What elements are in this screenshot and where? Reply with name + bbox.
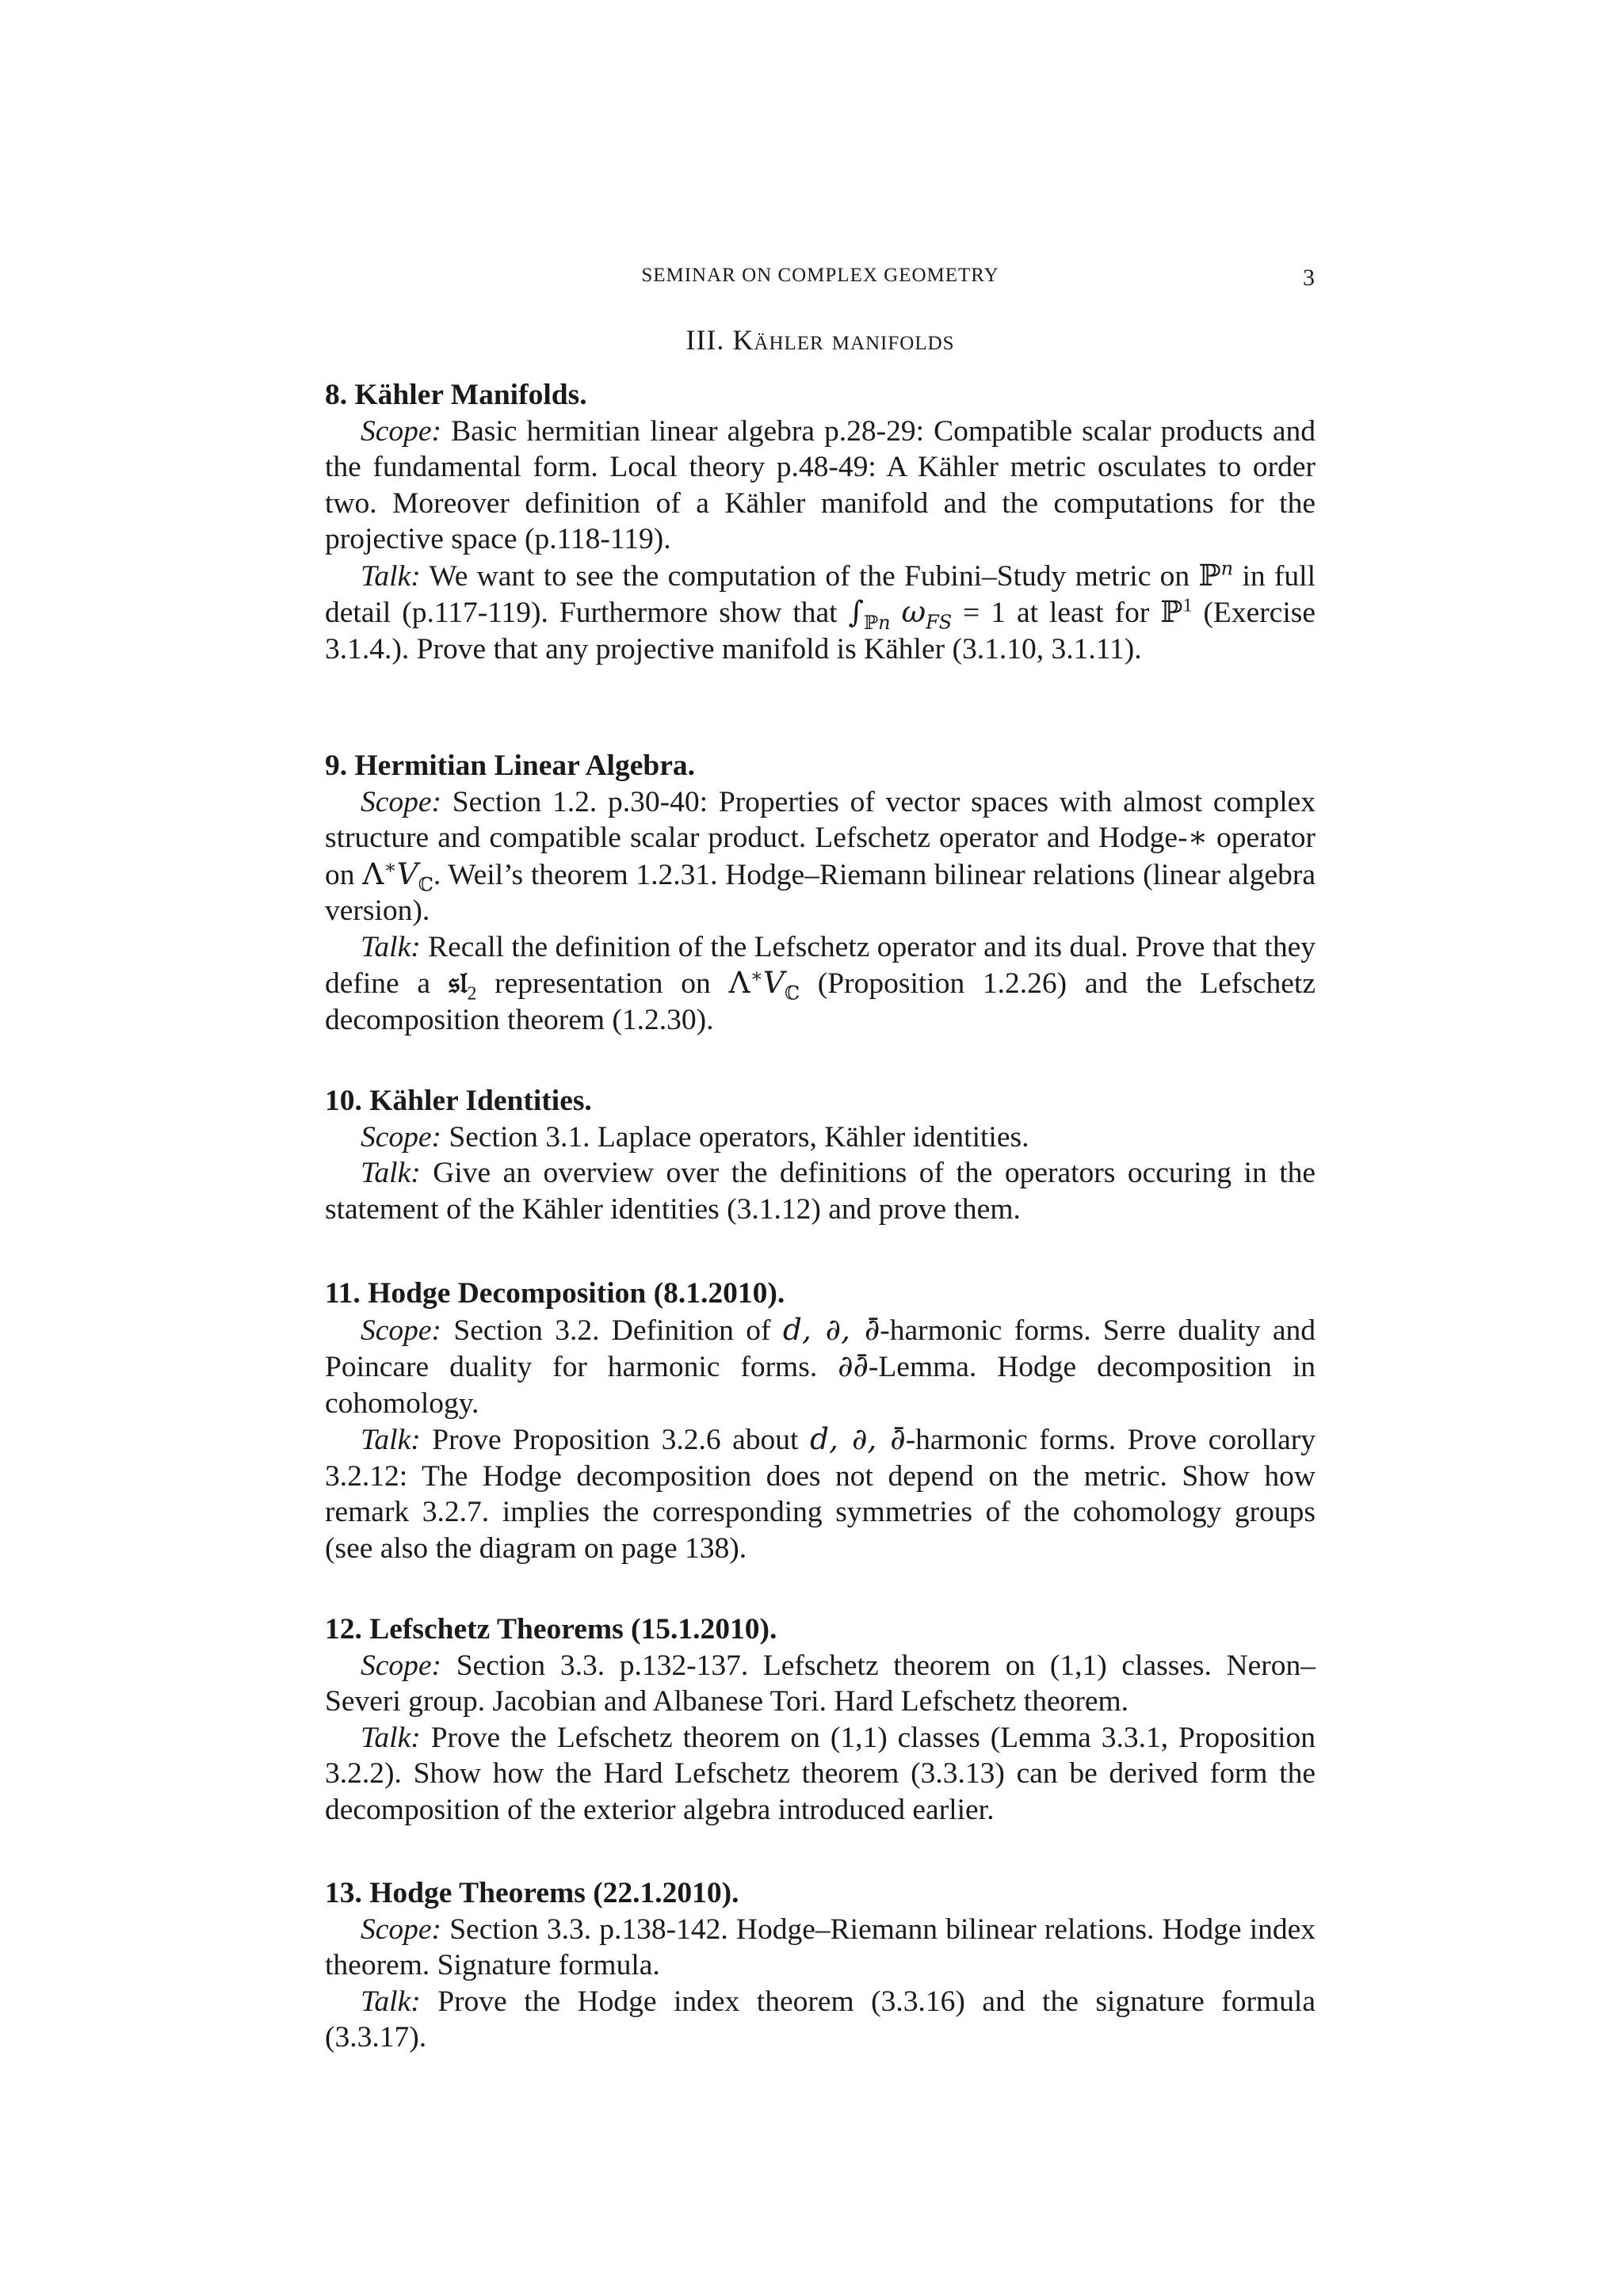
talk-text: Give an overview over the definitions of the operators occuring in the statement of the Kähler identities (3.1.12) and prove them. bbox=[325, 1157, 1316, 1226]
section-heading: 8. Kähler Manifolds. bbox=[325, 379, 587, 411]
math-complex: ℂ bbox=[784, 982, 800, 1005]
math-integral-domain-exp: n bbox=[878, 611, 891, 634]
math-projective-space: ℙ bbox=[1198, 557, 1221, 593]
talk-label: Talk: bbox=[361, 1721, 421, 1754]
talk-label: Talk: bbox=[361, 1424, 421, 1456]
math-del-dbar: ∂∂̄ bbox=[838, 1348, 869, 1383]
math-exponent-n: n bbox=[1220, 557, 1234, 579]
scope-label: Scope: bbox=[361, 785, 442, 818]
math-exponent-1: 1 bbox=[1182, 595, 1193, 616]
scope-text: Section 3.3. p.138-142. Hodge–Riemann bilinear relations. Hodge index theorem. Signature formula. bbox=[325, 1913, 1316, 1981]
section-heading: 11. Hodge Decomposition (8.1.2010). bbox=[325, 1277, 785, 1310]
talk-text-3: = 1 at least for bbox=[952, 597, 1161, 629]
scope-text-2: . Weil’s theorem 1.2.31. Hodge–Riemann bilinear relations (linear algebra version). bbox=[325, 858, 1316, 927]
talk-text-1: Recall the definition of the Lefschetz operator and its dual. Prove that they define a bbox=[325, 930, 1316, 1000]
running-head bbox=[325, 265, 1316, 296]
section-heading: 9. Hermitian Linear Algebra. bbox=[325, 749, 695, 782]
scope-label: Scope: bbox=[361, 1913, 442, 1946]
math-complex: ℂ bbox=[418, 873, 433, 895]
talk-text: Prove the Lefschetz theorem on (1,1) classes (Lemma 3.3.1, Proposition 3.2.2). Show how the Hard Lefschetz theorem (3.3.13) can be derived form the decomposition of the exterior algebra introduced earlier. bbox=[325, 1721, 1316, 1826]
talk-label: Talk: bbox=[361, 1157, 421, 1189]
math-sl: 𝔰𝔩 bbox=[448, 965, 468, 1000]
scope-text: Section 3.3. p.132-137. Lefschetz theorem on (1,1) classes. Neron–Severi group. Jacobian and Albanese Tori. Hard Lefschetz theorem. bbox=[325, 1649, 1316, 1718]
math-omega-sub: FS bbox=[926, 611, 953, 634]
math-v: V bbox=[396, 856, 418, 891]
section-heading: 12. Lefschetz Theorems (15.1.2010). bbox=[325, 1613, 777, 1646]
scope-label: Scope: bbox=[361, 1314, 442, 1347]
math-lambda: Λ bbox=[362, 856, 384, 891]
section-11 bbox=[325, 1276, 1316, 1566]
part-title: III. Kähler manifolds bbox=[685, 324, 955, 356]
section-heading: 13. Hodge Theorems (22.1.2010). bbox=[325, 1877, 739, 1909]
scope-label: Scope: bbox=[361, 1120, 442, 1154]
scope-text-1: Section 1.2. p.30-40: Properties of vector spaces with almost complex structure and compatible scalar product. Lefschetz operator and Hodge-∗ operator on bbox=[325, 785, 1316, 891]
page-number: 3 bbox=[1303, 265, 1316, 291]
talk-label: Talk: bbox=[361, 930, 421, 963]
talk-paragraph bbox=[325, 1155, 1316, 1227]
talk-text-3: (Proposition 1.2.26) and the Lefschetz decomposition theorem (1.2.30). bbox=[325, 967, 1316, 1036]
math-v: V bbox=[762, 965, 785, 1000]
scope-text-3: -Lemma. Hodge decomposition in cohomology. bbox=[325, 1351, 1316, 1420]
scope-text-2: -harmonic forms. Serre duality and Poincare duality for harmonic forms. bbox=[325, 1314, 1316, 1383]
math-omega: ω bbox=[901, 594, 926, 629]
scope-paragraph bbox=[325, 1312, 1316, 1422]
scope-text: Basic hermitian linear algebra p.28-29: Compatible scalar products and the fundamental form. Local theory p.48-49: A Kähler metric osculates to order two. Moreover definition of a Kähler manifold and the computations for the projective space (p.118-119). bbox=[325, 414, 1316, 555]
section-10 bbox=[325, 1083, 1316, 1227]
talk-text-4: (Exercise 3.1.4.). Prove that any projective manifold is Kähler (3.1.10, 3.1.11). bbox=[325, 597, 1316, 666]
scope-paragraph bbox=[325, 1119, 1316, 1156]
math-d-del-dbar: d, ∂, ∂̄ bbox=[809, 1421, 906, 1456]
math-integral-domain: ℙ bbox=[864, 611, 879, 634]
math-star: ∗ bbox=[384, 857, 397, 878]
math-projective-line: ℙ bbox=[1160, 594, 1183, 629]
math-integral: ∫ bbox=[848, 594, 865, 629]
section-8 bbox=[325, 377, 1316, 667]
talk-text-2: representation on bbox=[476, 967, 729, 1000]
scope-paragraph bbox=[325, 784, 1316, 929]
talk-text: Prove the Hodge index theorem (3.3.16) and the signature formula (3.3.17). bbox=[325, 1985, 1316, 2054]
talk-label: Talk: bbox=[361, 559, 421, 593]
talk-text-2: -harmonic forms. Prove corollary 3.2.12: The Hodge decomposition does not depend on the metric. Show how remark 3.2.7. implies the corresponding symmetries of the cohomology groups (see also the diagram on page 138). bbox=[325, 1424, 1316, 1565]
scope-label: Scope: bbox=[361, 1649, 442, 1682]
section-9 bbox=[325, 748, 1316, 1038]
math-d-del-dbar: d, ∂, ∂̄ bbox=[782, 1311, 880, 1347]
talk-paragraph bbox=[325, 558, 1316, 668]
scope-text: Section 3.1. Laplace operators, Kähler identities. bbox=[449, 1120, 1029, 1154]
talk-paragraph bbox=[325, 929, 1316, 1039]
talk-paragraph bbox=[325, 1720, 1316, 1829]
running-title: SEMINAR ON COMPLEX GEOMETRY bbox=[641, 265, 999, 286]
math-star: ∗ bbox=[750, 966, 763, 987]
scope-paragraph bbox=[325, 414, 1316, 558]
talk-paragraph bbox=[325, 1984, 1316, 2056]
talk-text-1: We want to see the computation of the Fubini–Study metric on bbox=[429, 559, 1199, 593]
talk-paragraph bbox=[325, 1421, 1316, 1566]
talk-text-1: Prove Proposition 3.2.6 about bbox=[432, 1424, 810, 1456]
section-12 bbox=[325, 1611, 1316, 1828]
talk-label: Talk: bbox=[361, 1985, 421, 2018]
talk-text-2: in full detail (p.117-119). Furthermore show that bbox=[325, 559, 1316, 629]
scope-text-1: Section 3.2. Definition of bbox=[453, 1314, 783, 1347]
section-heading: 10. Kähler Identities. bbox=[325, 1085, 592, 1117]
scope-label: Scope: bbox=[361, 414, 442, 448]
math-sl-sub: 2 bbox=[467, 983, 477, 1005]
scope-paragraph bbox=[325, 1912, 1316, 1984]
scope-paragraph bbox=[325, 1648, 1316, 1720]
math-lambda: Λ bbox=[728, 965, 750, 1000]
section-13 bbox=[325, 1875, 1316, 2056]
